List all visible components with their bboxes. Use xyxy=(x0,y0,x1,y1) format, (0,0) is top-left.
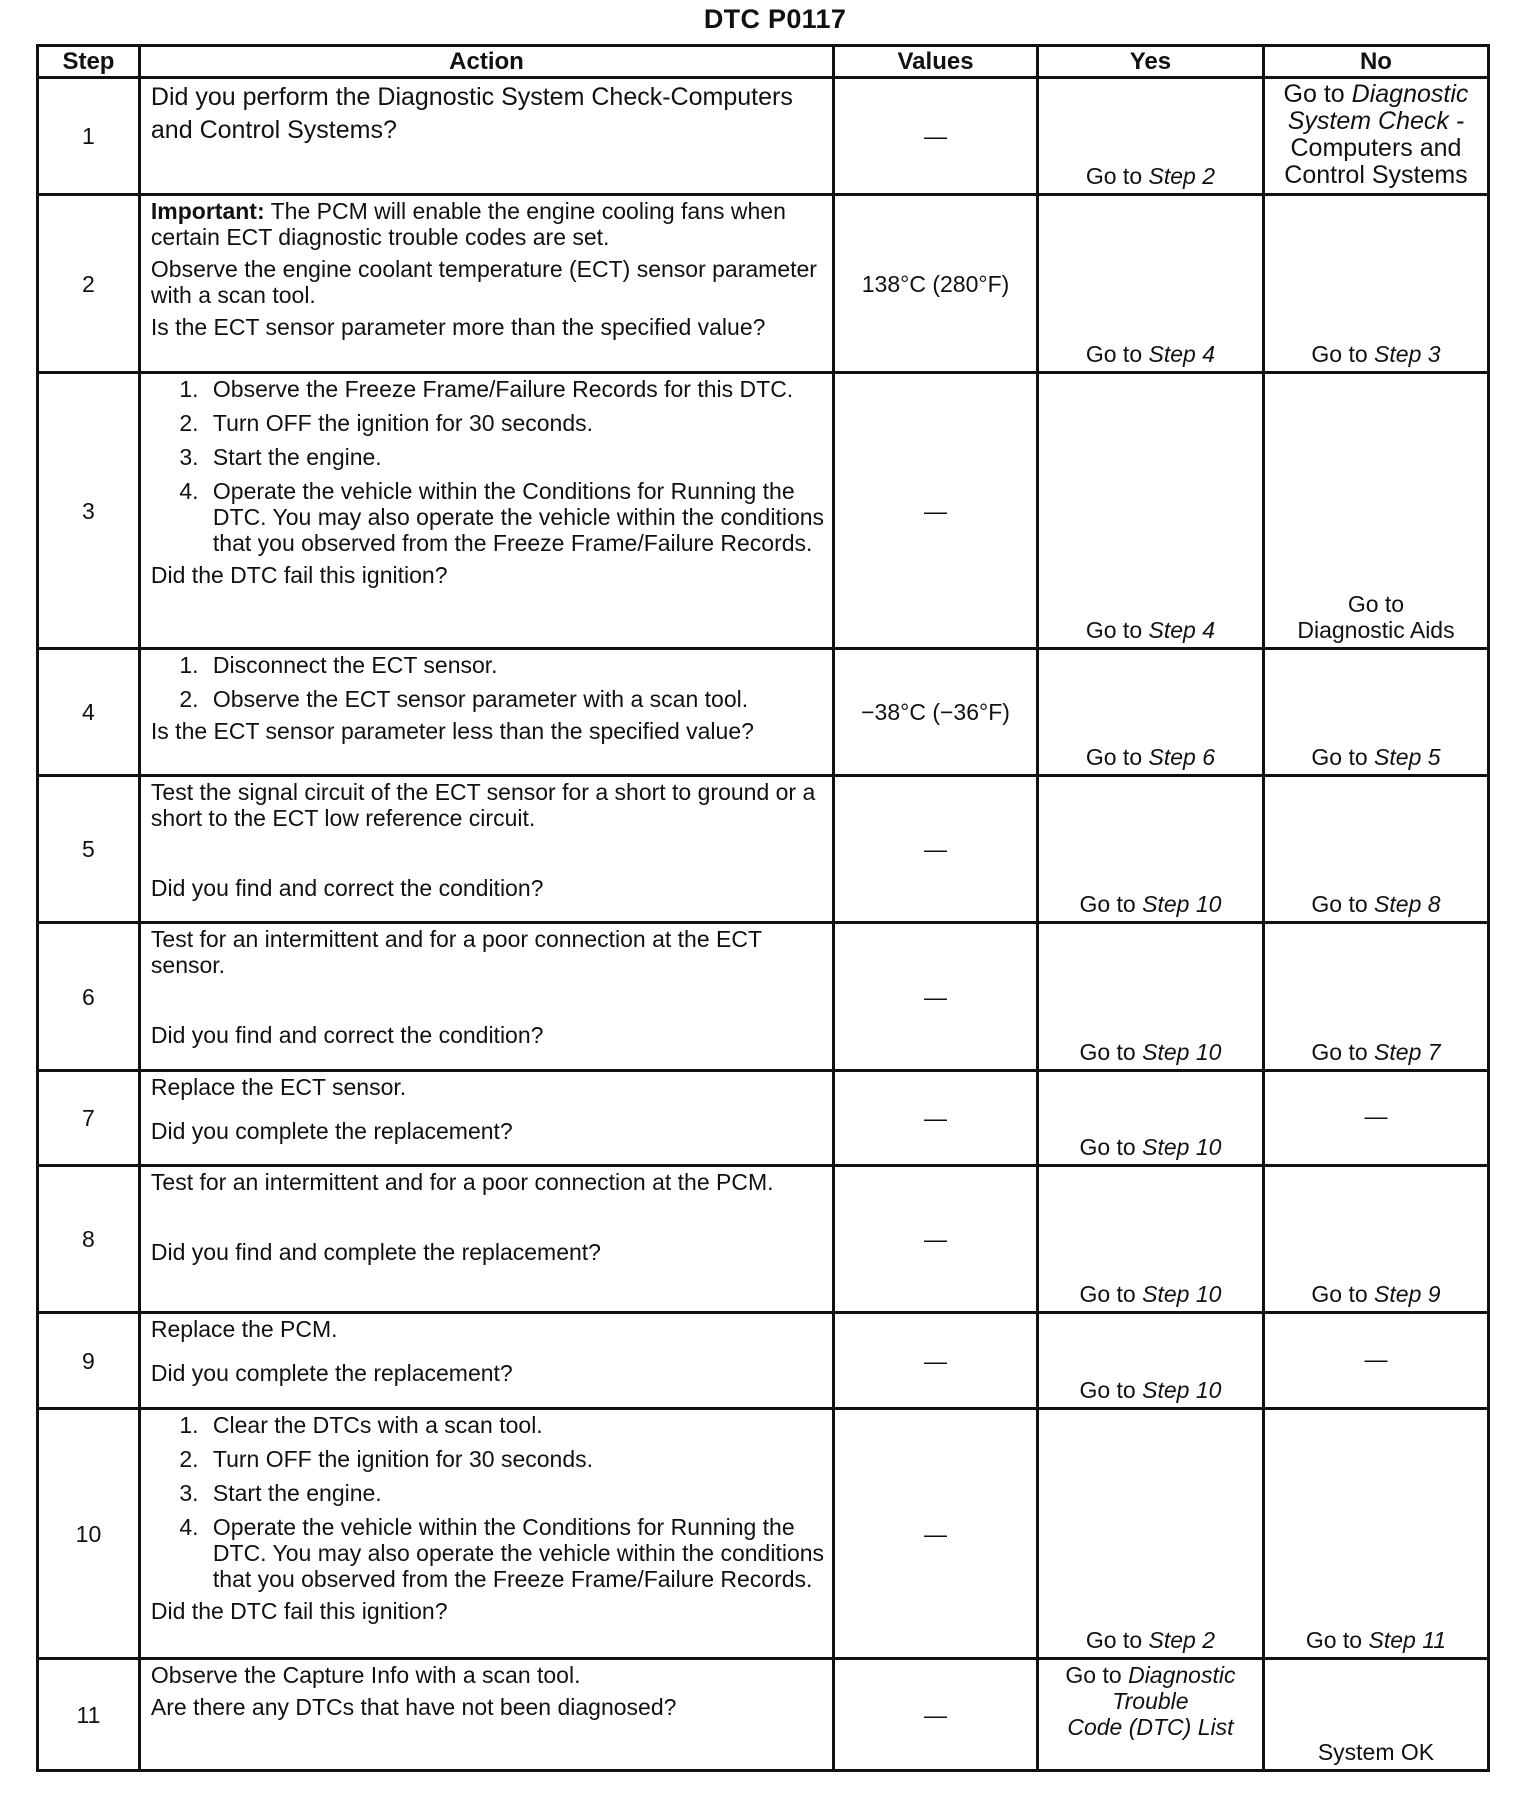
step-ref: Step 10 xyxy=(1142,1134,1222,1160)
action-question: Did you find and complete the replacement? xyxy=(150,1239,601,1265)
yes-cell: Go to Step 10 xyxy=(1037,1166,1263,1313)
list-item: 4. Operate the vehicle within the Conditions for Running the DTC. You may also operate the vehicle within the conditions that you observed from the Freeze Frame/Failure Records. xyxy=(205,1514,826,1592)
step-number: 10 xyxy=(38,1409,140,1659)
no-cell: Go to Step 5 xyxy=(1263,649,1488,776)
header-step: Step xyxy=(38,46,140,78)
action-question: Are there any DTCs that have not been diagnosed? xyxy=(150,1694,677,1720)
list-item: 1. Clear the DTCs with a scan tool. xyxy=(205,1412,826,1438)
action-question: Did you find and correct the condition? xyxy=(150,1022,544,1048)
no-cell: — xyxy=(1263,1071,1488,1166)
step-ref: Step 6 xyxy=(1148,744,1216,770)
step-ref: Step 7 xyxy=(1374,1039,1441,1065)
yes-cell: Go to Step 2 xyxy=(1037,78,1263,195)
no-cell: Go to Step 11 xyxy=(1263,1409,1488,1659)
diagnostic-table xyxy=(36,44,1490,1772)
step-number: 3 xyxy=(38,373,140,649)
no-cell: Go to Step 9 xyxy=(1263,1166,1488,1313)
list-item: 2. Observe the ECT sensor parameter with a scan tool. xyxy=(205,686,826,712)
action-question: Did you find and correct the condition? xyxy=(150,875,544,901)
step-ref: Step 9 xyxy=(1374,1281,1441,1307)
yes-cell: Go to Step 6 xyxy=(1037,649,1263,776)
yes-cell: Go to Step 10 xyxy=(1037,923,1263,1071)
step-number: 6 xyxy=(38,923,140,1071)
list-item: 1. Disconnect the ECT sensor. xyxy=(205,652,826,678)
table-row xyxy=(38,373,1489,649)
table-row xyxy=(38,649,1489,776)
action-question: Did you complete the replacement? xyxy=(150,1360,513,1386)
no-cell: System OK xyxy=(1263,1659,1488,1771)
action-question: Did the DTC fail this ignition? xyxy=(150,1598,448,1624)
action-list xyxy=(151,376,826,556)
header-action: Action xyxy=(139,46,833,78)
yes-cell: Go to Diagnostic Trouble Code (DTC) List xyxy=(1037,1659,1263,1771)
action-text: Did you perform the Diagnostic System Check-Computers and Control Systems? xyxy=(150,83,793,144)
value-cell: — xyxy=(834,776,1038,923)
value-cell: — xyxy=(834,373,1038,649)
value-cell: — xyxy=(834,1166,1038,1313)
action-text: Replace the PCM. xyxy=(150,1316,338,1342)
step-ref: Step 2 xyxy=(1148,163,1216,189)
step-number: 1 xyxy=(38,78,140,195)
list-item: 3. Start the engine. xyxy=(205,1480,826,1506)
action-cell xyxy=(139,195,833,373)
action-cell xyxy=(139,1313,833,1409)
value-cell: −38°C (−36°F) xyxy=(834,649,1038,776)
action-text: Observe the Capture Info with a scan tool. xyxy=(150,1662,581,1688)
list-item: 4. Operate the vehicle within the Conditions for Running the DTC. You may also operate the vehicle within the conditions that you observed from the Freeze Frame/Failure Records. xyxy=(205,478,826,556)
action-cell xyxy=(139,1071,833,1166)
action-text: Replace the ECT sensor. xyxy=(150,1074,407,1100)
list-item: 3. Start the engine. xyxy=(205,444,826,470)
yes-cell: Go to Step 2 xyxy=(1037,1409,1263,1659)
list-item: 2. Turn OFF the ignition for 30 seconds. xyxy=(205,1446,826,1472)
table-row xyxy=(38,195,1489,373)
list-item: 1. Observe the Freeze Frame/Failure Records for this DTC. xyxy=(205,376,826,402)
value-cell: — xyxy=(834,1409,1038,1659)
action-cell xyxy=(139,78,833,195)
table-header-row xyxy=(38,46,1489,78)
no-cell: Go to Step 8 xyxy=(1263,776,1488,923)
step-number: 8 xyxy=(38,1166,140,1313)
value-cell: — xyxy=(834,1071,1038,1166)
table-row xyxy=(38,923,1489,1071)
value-cell: — xyxy=(834,78,1038,195)
yes-cell: Go to Step 10 xyxy=(1037,1071,1263,1166)
value-cell: — xyxy=(834,923,1038,1071)
step-ref: Step 10 xyxy=(1142,1281,1222,1307)
action-question: Is the ECT sensor parameter more than the specified value? xyxy=(150,314,766,340)
table-row xyxy=(38,1659,1489,1771)
step-ref: Step 3 xyxy=(1374,341,1441,367)
table-row xyxy=(38,776,1489,923)
step-number: 11 xyxy=(38,1659,140,1771)
step-number: 2 xyxy=(38,195,140,373)
action-text: Test for an intermittent and for a poor connection at the ECT sensor. xyxy=(150,926,762,978)
action-cell xyxy=(139,776,833,923)
value-cell: — xyxy=(834,1313,1038,1409)
step-number: 4 xyxy=(38,649,140,776)
step-ref: Step 10 xyxy=(1142,1039,1222,1065)
table-row xyxy=(38,1166,1489,1313)
action-text: Observe the engine coolant temperature (ECT) sensor parameter with a scan tool. xyxy=(150,256,817,308)
step-number: 9 xyxy=(38,1313,140,1409)
yes-cell: Go to Step 10 xyxy=(1037,1313,1263,1409)
no-cell: Go to Diagnostic Aids xyxy=(1263,373,1488,649)
action-question: Is the ECT sensor parameter less than the specified value? xyxy=(150,718,754,744)
action-list xyxy=(151,652,826,712)
important-note: Important: The PCM will enable the engine cooling fans when certain ECT diagnostic trouble codes are set. xyxy=(150,198,786,250)
step-number: 7 xyxy=(38,1071,140,1166)
action-list xyxy=(151,1412,826,1592)
action-cell xyxy=(139,373,833,649)
no-cell: Go to Step 7 xyxy=(1263,923,1488,1071)
table-row xyxy=(38,1313,1489,1409)
action-cell xyxy=(139,1659,833,1771)
step-ref: Step 11 xyxy=(1368,1627,1447,1653)
step-ref: Step 2 xyxy=(1148,1627,1216,1653)
no-cell: — xyxy=(1263,1313,1488,1409)
value-cell: — xyxy=(834,1659,1038,1771)
action-cell xyxy=(139,649,833,776)
step-ref: Step 4 xyxy=(1148,341,1216,367)
step-ref: Step 10 xyxy=(1142,1377,1222,1403)
action-text: Test for an intermittent and for a poor connection at the PCM. xyxy=(150,1169,774,1195)
action-cell xyxy=(139,1409,833,1659)
table-row xyxy=(38,78,1489,195)
step-ref: Step 8 xyxy=(1374,891,1441,917)
no-cell: Go to Diagnostic System Check - Computers and Control Systems xyxy=(1263,78,1488,195)
header-no: No xyxy=(1263,46,1488,78)
action-question: Did you complete the replacement? xyxy=(150,1118,513,1144)
step-ref: Step 10 xyxy=(1142,891,1222,917)
yes-cell: Go to Step 4 xyxy=(1037,373,1263,649)
header-yes: Yes xyxy=(1037,46,1263,78)
no-cell: Go to Step 3 xyxy=(1263,195,1488,373)
value-cell: 138°C (280°F) xyxy=(834,195,1038,373)
action-cell xyxy=(139,1166,833,1313)
step-ref: Step 4 xyxy=(1148,617,1216,643)
action-question: Did the DTC fail this ignition? xyxy=(150,562,448,588)
action-text: Test the signal circuit of the ECT sensor for a short to ground or a short to the ECT low reference circuit. xyxy=(150,779,816,831)
step-number: 5 xyxy=(38,776,140,923)
step-ref: Step 5 xyxy=(1374,744,1441,770)
action-cell xyxy=(139,923,833,1071)
table-row xyxy=(38,1071,1489,1166)
yes-cell: Go to Step 4 xyxy=(1037,195,1263,373)
yes-cell: Go to Step 10 xyxy=(1037,776,1263,923)
header-values: Values xyxy=(834,46,1038,78)
page-title: DTC P0117 xyxy=(703,4,847,34)
list-item: 2. Turn OFF the ignition for 30 seconds. xyxy=(205,410,826,436)
table-row xyxy=(38,1409,1489,1659)
